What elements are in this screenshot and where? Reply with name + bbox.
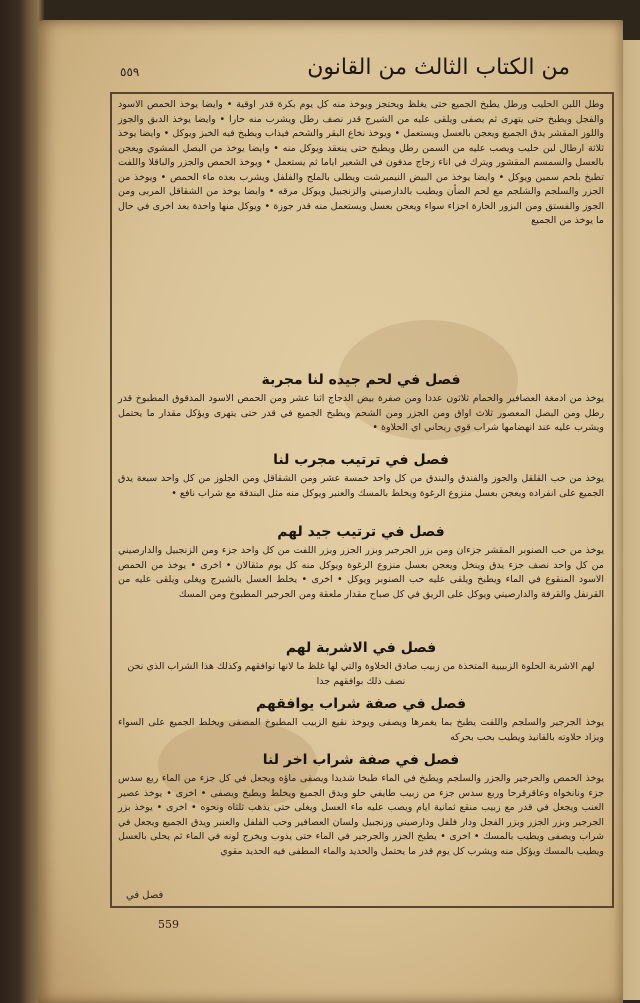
running-title: من الكتاب الثالث من القانون	[307, 55, 570, 80]
section-1-text: يوخذ من ادمغة العصافير والحمام ثلاثون عددا ومن صفرة بيض الدجاج اثنا عشر ومن الحمص الاسود المدقوق المطبوخ قدر رطل ومن البصل المعصور ثلاث اواق ومن الجزر ومن الشحم ويطبخ الجميع في قدر حتى يتهرى ويؤكل مقدار ما يحتمل ويشرب عليه عند انهضامها شراب قوي ريحاني اي الحلاوة •	[118, 393, 604, 433]
section-4-heading: فصل في الاشربة لهم	[285, 640, 437, 656]
section-6-heading: فصل في صفة شراب اخر لنا	[262, 752, 460, 768]
section-4-text: لهم الاشربة الحلوة الزبيبية المتخذة من زبيب صادق الحلاوة والتي لها غلظ ما لانها توافقهم وكذلك هذا الشراب الذي نحن نصف ذلك بوافقهم جدا	[127, 661, 595, 687]
section-0-text: وطل اللبن الحليب ورطل يطبخ الجميع حتى يغلظ ويحتجز ويوخذ منه كل يوم بكرة قدر اوقية • وايضا يوخذ الحمص الاسود والفجل ويطبخ حتى يتهرى ثم يصفى ويلقى عليه من الشيرج قدر نصف رطل ويشرب منه حارا • وايضا يوخذ الدبق والجوز واللوز المقشر يدق الجميع ويعجن بالعسل ويستعمل • ويوخذ نخاع البقر والشحم فيذاب ويطبخ فيه الخبز ويوكل • وايضا يوخذ ثلاثة ارطال لبن حليب ويصب عليه من السمن رطل ويطبخ حتى ينعقد ويوكل منه • وايضا يوخذ من البصل المشوي ويعجن بالعسل والسمسم المقشور ويترك في اناء زجاج مدفون في الشعير اياما ثم يستعمل • ويوخذ الحمص والجزر والباقلا واللفت تطبخ بلحم سمين ويوكل • وايضا يوخذ من البيض النيمبرشت ويطلى بالملح والفلفل ويشرب بعده ماء الحمص • ويوخذ من الجزر والسلجم والشلجم مع لحم الضأن ويطيب بالدارصيني والزنجبيل ويوكل مرقه • وايضا يوخذ من الشقاقل المربى ومن الجوز والفستق ومن البزور الحارة اجزاء سواء ويعجن بعسل ويستعمل منه قدر جوزة • ويوكل منها واحدة بعد اخرى في حال ما يوخذ من الجميع	[118, 99, 604, 226]
section-2-heading: فصل في ترتيب مجرب لنا	[273, 452, 449, 468]
page-number: ٥٥٩	[120, 65, 140, 79]
section-1-heading: فصل في لحم جيده لنا مجربة	[261, 372, 461, 388]
footer-page-number: 559	[158, 918, 179, 931]
catchword: فصل في	[126, 890, 164, 901]
page-header	[80, 55, 600, 95]
section-5-heading: فصل في صفة شراب يوافقهم	[255, 696, 467, 712]
section-5-text: يوخذ الجرجير والسلجم واللفت يطبخ بما يغمرها ويصفى ويوخذ نقيع الزبيب المطبوخ المصفى ويخلط الجميع على السواء ويزاد حلاوته بالفانيذ ويطيب بحب بحركه	[118, 717, 604, 743]
section-6-text: يوخذ الحمص والجرجير والجزر والسلجم ويطبخ في الماء طبخا شديدا ويصفى ماؤه ويجعل في كل جزء من الماء ربع سدس جزء ونانخواه وعاقرقرحا وربع سدس جزء من زبيب طايفي حلو ويدق الجميع ويخلط ويطبخ ويصفى • اخرى • يوخذ عصير العنب ويجعل في قدر مع زبيب منقع ثمانية ايام ويصب عليه ماء العسل ويغلى حتى يذهب ثلثاه ونحوه • اخرى • يوخذ بزر الجرجير وبزر الجزر وبزر الفجل ودار فلفل ودارصيني وزنجبيل ولسان العصافير وحب الفلفل والعنبر ويدق الجميع ويجعل في شراب ويصفى ويطيب بالمسك • اخرى • يطبخ الجزر والجرجير في الماء حتى يذوب ويخرج لونه في الماء ثم يحلى بالعسل ويطيب بالمسك ويؤكل منه ويشرب كل يوم قدر ما يحتمل والحديد والماء المطفى فيه الحديد مقوي	[118, 773, 604, 857]
section-3-heading: فصل في ترتيب جيد لهم	[277, 524, 445, 540]
section-2-text: يوخذ من حب القلقل والجوز والفندق والبندق من كل واحد خمسة عشر ومن الشقاقل ومن الجلوز من كل واحد سبعة يدق الجميع على انفراده ويعجن بعسل منزوع الرغوة ويخلط بالمسك والعنبر ويوكل منه مثل البندقة مع شراب نافع •	[118, 473, 604, 499]
section-3-text: يوخذ من حب الصنوبر المقشر جزءان ومن بزر الجرجير وبزر الجزر وبزر اللفت من كل واحد جزء ومن الزنجبيل والدارصيني من كل واحد نصف جزء يدق وينخل ويعجن بعسل منزوع الرغوة ويوكل منه كل يوم مثقالان • اخرى • يوخذ من الحمص الاسود المنقوع في الماء ويطبخ ويلقى عليه حب الصنوبر ويوكل • اخرى • يخلط العسل بالشيرج ويغلى ويلقى عليه من القرنفل والقرفة والدارصيني ويوكل على الريق في كل صباح مقدار ملعقة ومن الجرجير المطبوخ ومن المسك	[118, 545, 604, 600]
